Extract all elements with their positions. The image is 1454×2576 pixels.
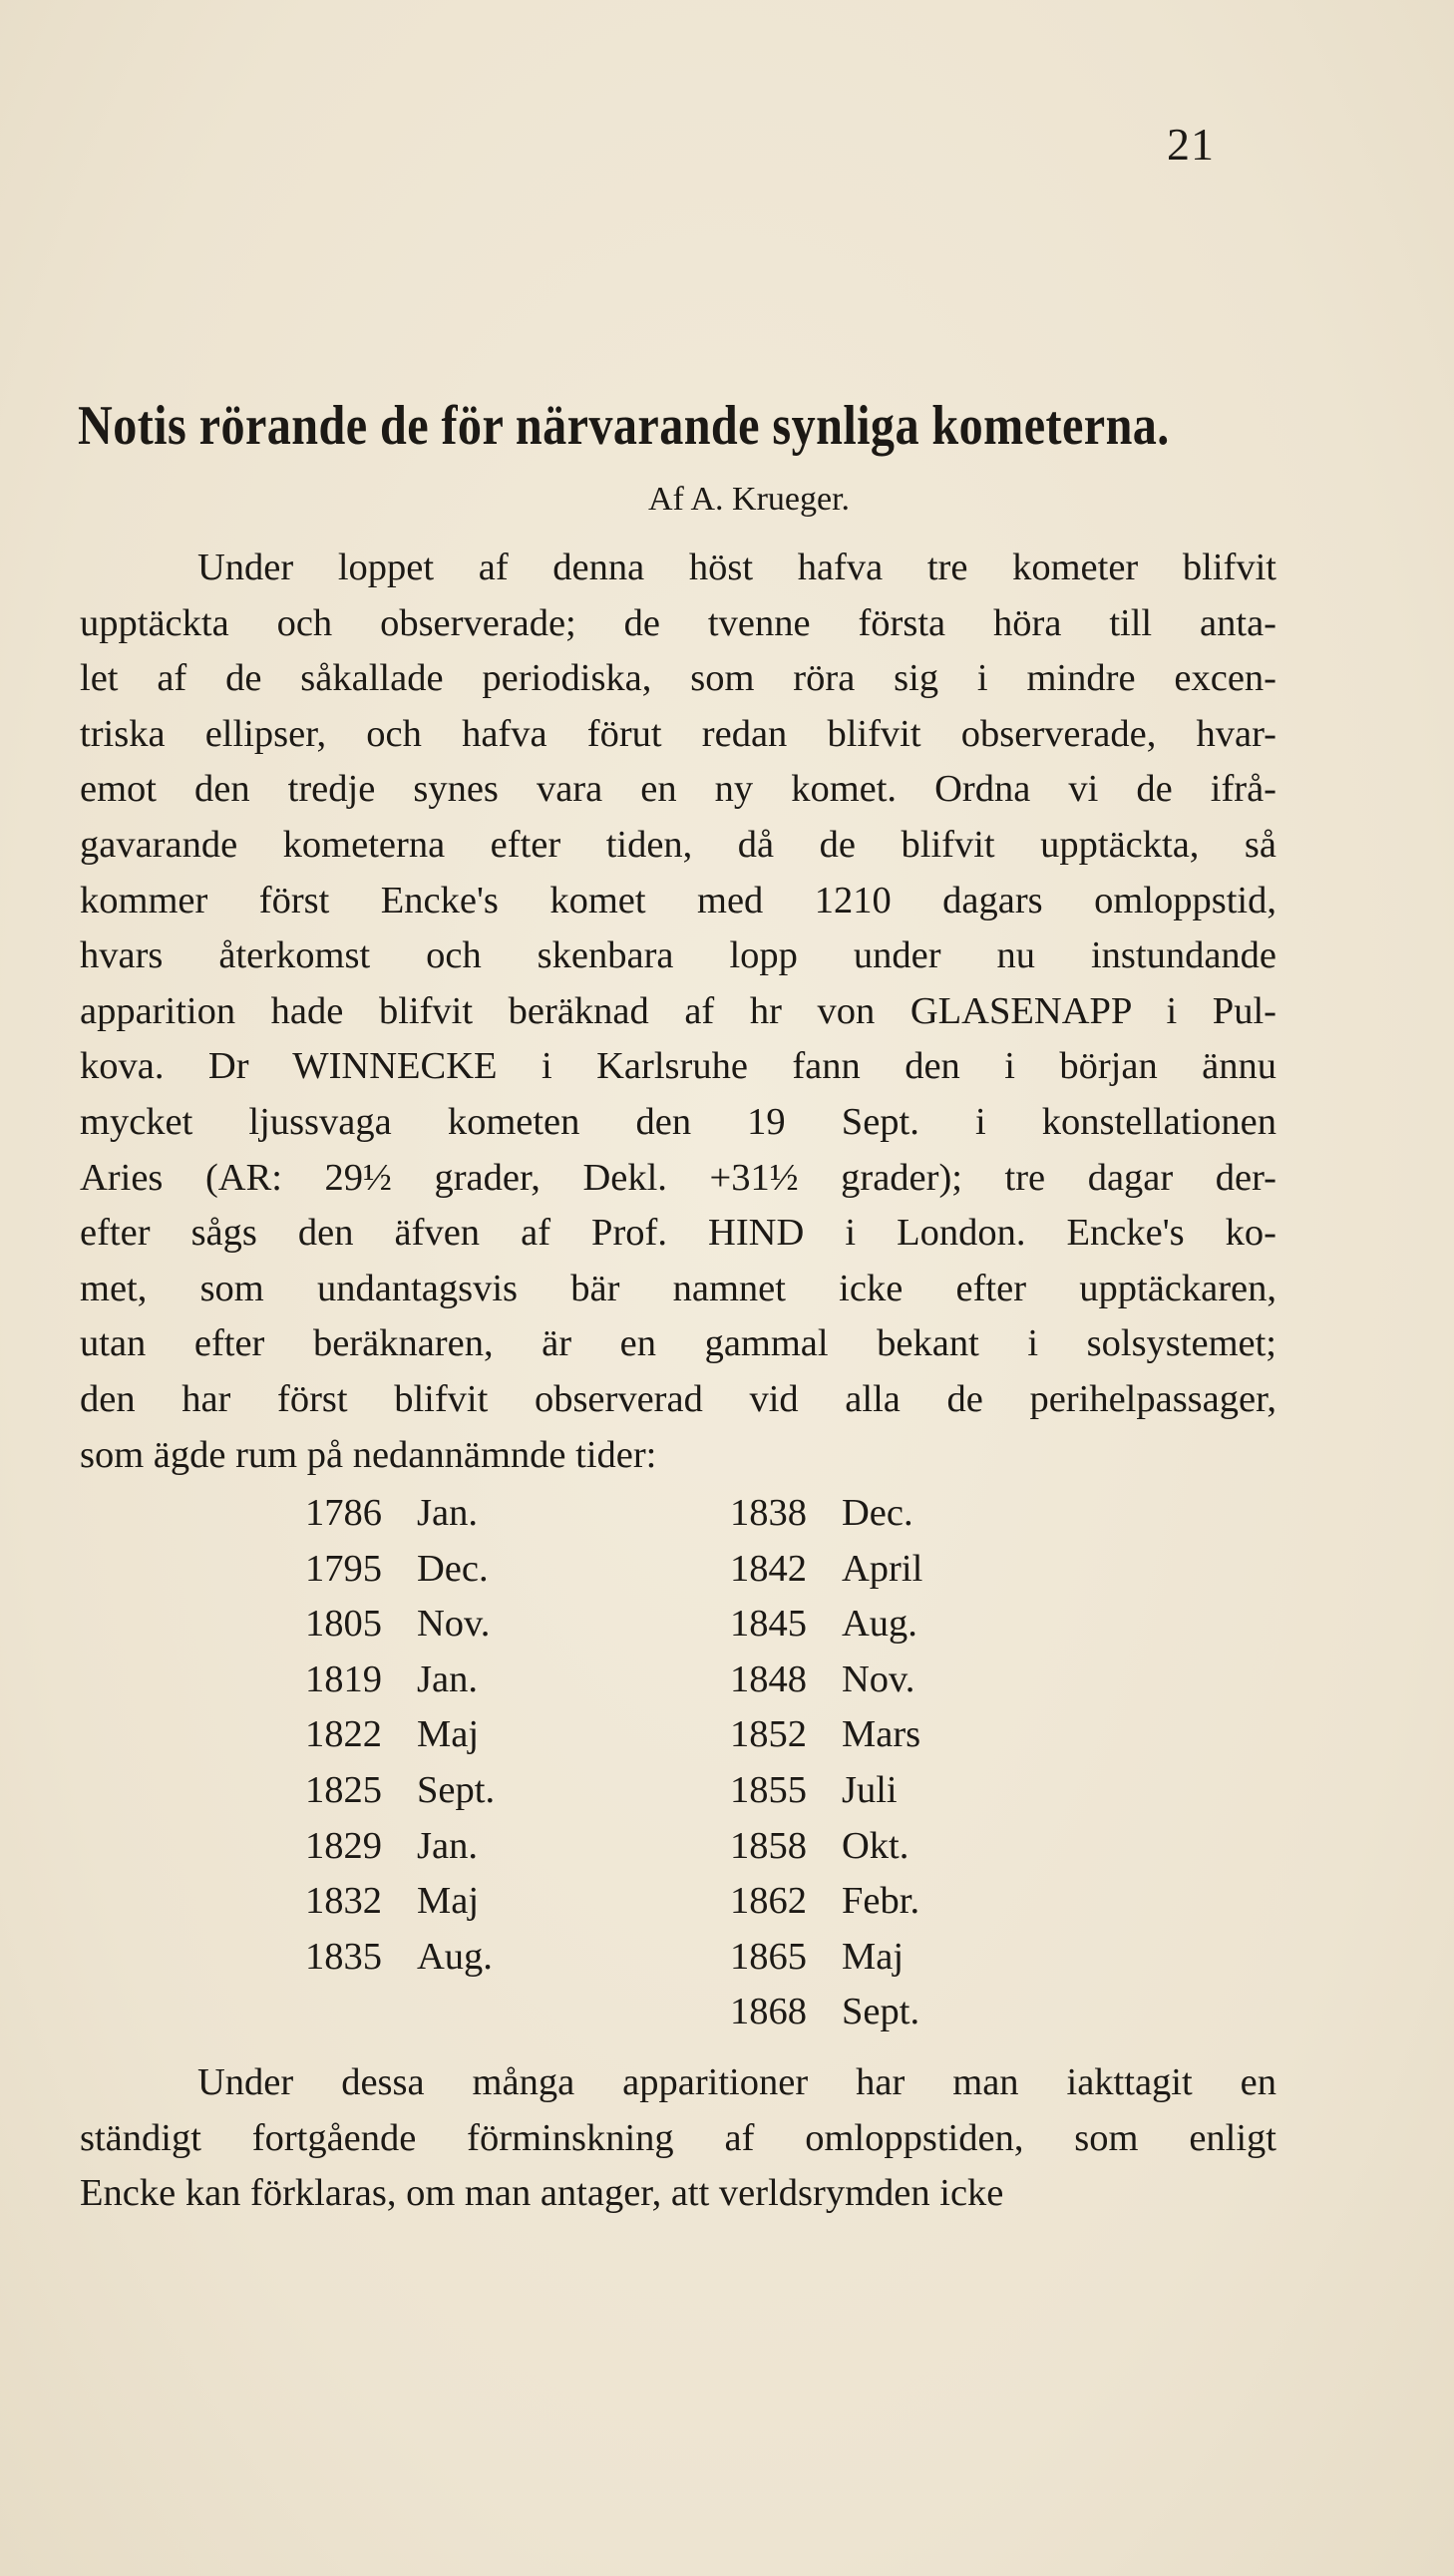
date-year: 1822 xyxy=(305,1713,382,1756)
date-month: Febr. xyxy=(842,1880,920,1923)
date-month: Okt. xyxy=(842,1824,909,1867)
date-row xyxy=(730,1763,922,1819)
text-line: hvars återkomst och skenbara lopp under nu instundande xyxy=(80,934,1276,977)
date-row xyxy=(730,1985,922,2040)
date-month: Dec. xyxy=(842,1492,913,1534)
text-line: let af de såkallade periodiska, som röra sig i mindre excen- xyxy=(80,657,1276,700)
date-month: Nov. xyxy=(417,1603,491,1646)
text-line: gavarande kometerna efter tiden, då de blifvit upptäckta, så xyxy=(80,823,1276,866)
date-month: Mars xyxy=(842,1713,921,1756)
date-year: 1832 xyxy=(305,1880,382,1923)
date-row xyxy=(305,1597,495,1653)
date-year: 1795 xyxy=(305,1547,382,1590)
date-year: 1819 xyxy=(305,1657,382,1700)
text-line: efter sågs den äfven af Prof. HIND i London. Encke's ko- xyxy=(80,1212,1276,1255)
text-line: Under loppet af denna höst hafva tre kometer blifvit xyxy=(197,547,1276,588)
date-month: Dec. xyxy=(417,1547,489,1590)
date-month: Nov. xyxy=(842,1657,915,1700)
date-row xyxy=(305,1486,495,1542)
date-year: 1868 xyxy=(730,1991,807,2033)
paragraph-intro xyxy=(80,541,1276,1483)
date-year: 1842 xyxy=(730,1547,807,1590)
text-line: upptäckta och observerade; de tvenne första höra till anta- xyxy=(80,601,1276,644)
date-month: Juli xyxy=(842,1768,898,1811)
date-row xyxy=(305,1763,495,1819)
date-year: 1848 xyxy=(730,1657,807,1700)
text-line: emot den tredje synes vara en ny komet. Ordna vi de ifrå- xyxy=(80,768,1276,811)
date-year: 1786 xyxy=(305,1492,382,1534)
date-month: Jan. xyxy=(417,1657,478,1700)
text-line: Encke kan förklaras, om man antager, att verldsrymden icke xyxy=(80,2172,1004,2215)
date-month: Sept. xyxy=(417,1768,496,1811)
text-line: ständigt fortgående förminskning af omloppstiden, som enligt xyxy=(80,2116,1276,2159)
date-column-1 xyxy=(305,1486,495,1985)
date-row xyxy=(730,1930,922,1986)
date-row xyxy=(730,1874,922,1930)
date-year: 1805 xyxy=(305,1603,382,1646)
text-line: den har först blifvit observerad vid alla de perihelpassager, xyxy=(80,1377,1276,1420)
date-year: 1852 xyxy=(730,1713,807,1756)
date-month: Jan. xyxy=(417,1824,478,1867)
date-year: 1858 xyxy=(730,1824,807,1867)
date-year: 1838 xyxy=(730,1492,807,1534)
text-line: mycket ljussvaga kometen den 19 Sept. i konstellationen xyxy=(80,1100,1276,1143)
text-line: kova. Dr WINNECKE i Karlsruhe fann den i början ännu xyxy=(80,1045,1276,1088)
paragraph-continuation xyxy=(80,2055,1276,2222)
date-year: 1835 xyxy=(305,1935,382,1978)
date-month: April xyxy=(842,1547,923,1590)
date-month: Jan. xyxy=(417,1492,478,1534)
author-line: Af A. Krueger. xyxy=(647,481,851,518)
text-line: utan efter beräknaren, är en gammal bekant i solsystemet; xyxy=(80,1322,1276,1365)
date-month: Aug. xyxy=(842,1603,917,1646)
date-row xyxy=(305,1930,495,1986)
text-line: Under dessa många apparitioner har man iakttagit en xyxy=(197,2061,1276,2103)
date-year: 1865 xyxy=(730,1935,807,1978)
date-year: 1855 xyxy=(730,1768,807,1811)
date-year: 1825 xyxy=(305,1768,382,1811)
date-row xyxy=(305,1542,495,1598)
date-row xyxy=(730,1486,922,1542)
date-year: 1862 xyxy=(730,1880,807,1923)
date-row xyxy=(730,1819,922,1875)
date-row xyxy=(305,1819,495,1875)
date-row xyxy=(730,1597,922,1653)
date-column-2 xyxy=(730,1486,922,2040)
date-month: Maj xyxy=(842,1935,905,1978)
page-number: 21 xyxy=(1167,119,1215,170)
date-row xyxy=(305,1653,495,1708)
date-row xyxy=(730,1542,922,1598)
text-line: Aries (AR: 29½ grader, Dekl. +31½ grader); tre dagar der- xyxy=(80,1156,1276,1199)
date-year: 1829 xyxy=(305,1824,382,1867)
date-row xyxy=(730,1653,922,1708)
text-line: met, som undantagsvis bär namnet icke efter upptäckaren, xyxy=(80,1267,1276,1309)
text-line: triska ellipser, och hafva förut redan blifvit observerade, hvar- xyxy=(80,712,1276,755)
date-year: 1845 xyxy=(730,1603,807,1646)
date-month: Sept. xyxy=(842,1991,920,2033)
date-month: Maj xyxy=(417,1713,480,1756)
date-row xyxy=(305,1874,495,1930)
date-row xyxy=(305,1707,495,1763)
text-line: kommer först Encke's komet med 1210 dagars omloppstid, xyxy=(80,879,1276,921)
text-line: apparition hade blifvit beräknad af hr von GLASENAPP i Pul- xyxy=(80,989,1276,1032)
text-line: som ägde rum på nedannämnde tider: xyxy=(80,1433,657,1476)
date-row xyxy=(730,1707,922,1763)
date-month: Aug. xyxy=(417,1935,493,1978)
article-heading: Notis rörande de för närvarande synliga kometerna. xyxy=(78,395,1170,457)
date-month: Maj xyxy=(417,1880,480,1923)
